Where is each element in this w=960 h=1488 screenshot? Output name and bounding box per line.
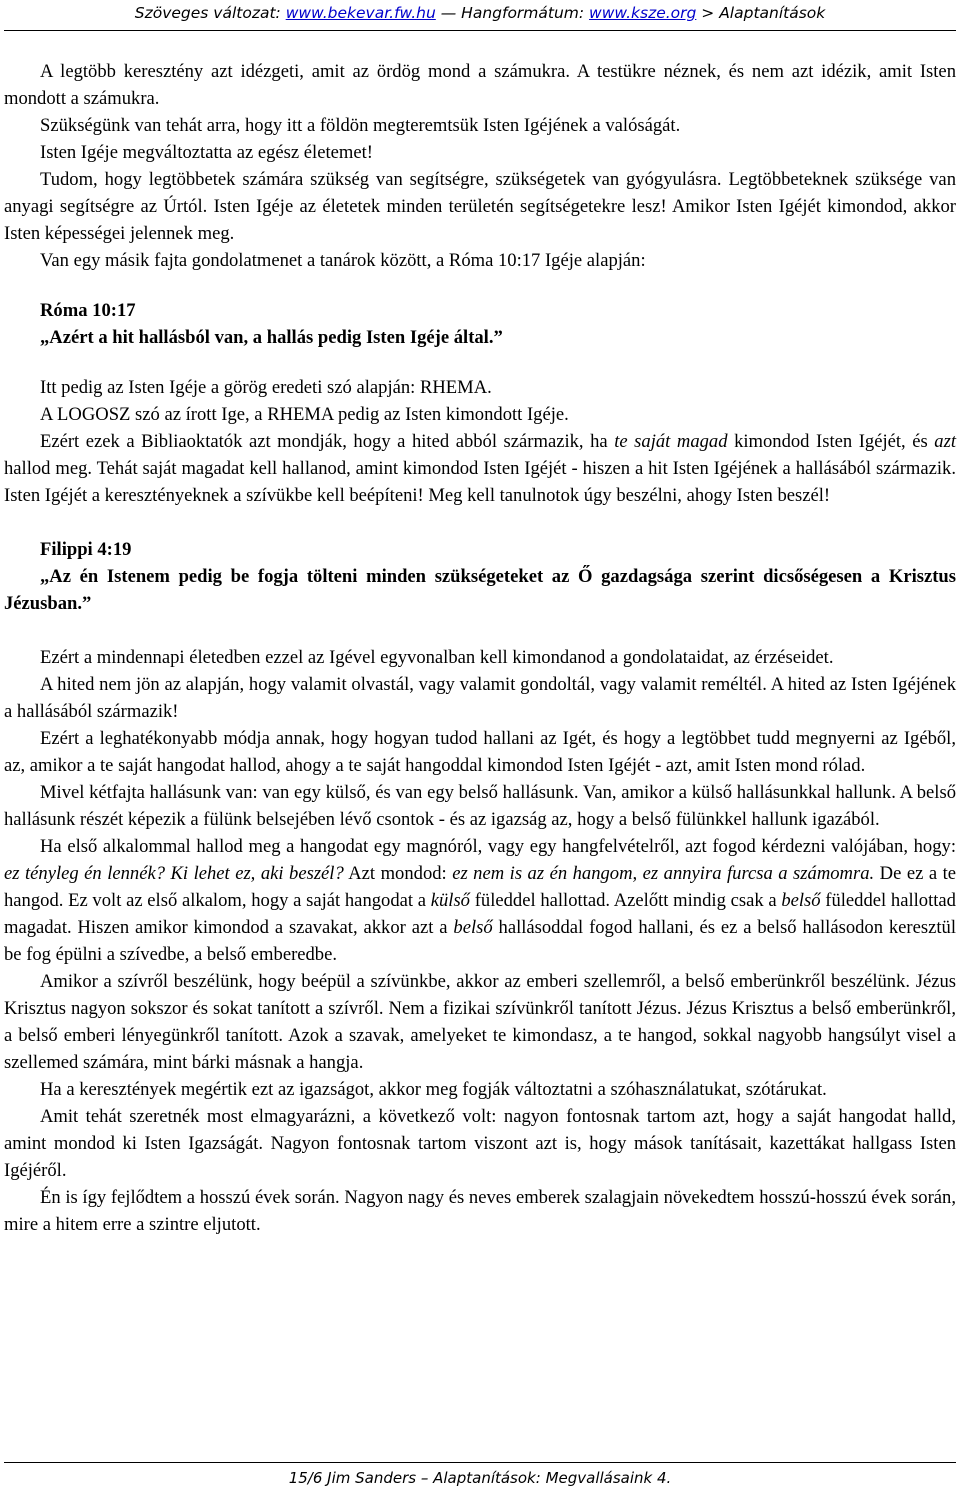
paragraph: Ezért ezek a Bibliaoktatók azt mondják, hogy a hited abból származik, ha te saját magad kimondod Isten Igéjét, és azt hallod meg. Tehát saját magadat kell hallanod, amint kimondod Isten Igéjét - hiszen a hit Isten Igéjének a hallásából származik. Isten Igéjét a keresztényeknek a szívükbe kell beépíteni! Meg kell tanulnotok úgy beszélni, ahogy Isten beszél! <box>4 431 956 506</box>
verse-reference: Filippi 4:19 <box>40 539 132 560</box>
bekevar-link[interactable]: www.bekevar.fw.hu <box>285 4 436 22</box>
paragraph: Ezért a leghatékonyabb módja annak, hogy hogyan tudod hallani az Igét, és hogy a legtöbbet tudd megnyerni az Igéből, az, amikor a te saját hangodat hallod, ahogy a te saját hangoddal kimondod Isten Igéjét - azt, amit Isten mond rólad. <box>4 728 956 776</box>
paragraph: Van egy másik fajta gondolatmenet a tanárok között, a Róma 10:17 Igéje alapján: <box>40 250 646 271</box>
document-body <box>4 58 956 1238</box>
page-footer: 15/6 Jim Sanders – Alaptanítások: Megvallásaink 4. <box>288 1469 672 1487</box>
verse-text: „Azért a hit hallásból van, a hallás pedig Isten Igéje által.” <box>40 327 503 348</box>
paragraph: A LOGOSZ szó az írott Ige, a RHEMA pedig az Isten kimondott Igéje. <box>40 404 569 425</box>
header-rule <box>4 30 956 31</box>
header-prefix: Szöveges változat: <box>134 4 286 22</box>
paragraph: Tudom, hogy legtöbbetek számára szükség van segítségre, szükségetek van gyógyulásra. Legtöbbeteknek szüksége van anyagi segítségre az Úrtól. Isten Igéje az életetek minden területén segítségetekre lesz! Amikor Isten Igéjét kimondod, akkor Isten képességei jelennek meg. <box>4 169 956 244</box>
paragraph: A legtöbb keresztény azt idézgeti, amit az ördög mond a számukra. A testükre néznek, és nem azt idézik, amit Isten mondott a számukra. <box>4 61 956 109</box>
paragraph: Amikor a szívről beszélünk, hogy beépül a szívünkbe, akkor az emberi szellemről, a belső emberünkről beszélünk. Jézus Krisztus nagyon sokszor és sokat tanított a szívről. Nem a fizikai szívünkről tanított Jézus. Jézus Krisztus a belső emberünkről, a belső emberi lényegünkről tanított. Azok a szavak, amelyeket te kimondasz, a te hangod, sokkal nagyobb hangsúlyt visel a szellemed számára, mint bárki másnak a hangja. <box>4 971 956 1073</box>
ksze-link[interactable]: www.ksze.org <box>589 4 697 22</box>
verse-text: „Az én Istenem pedig be fogja tölteni minden szükségeteket az Ő gazdagsága szerint dicsőségesen a Krisztus Jézusban.” <box>4 566 956 614</box>
paragraph: Ha a keresztények megértik ezt az igazságot, akkor meg fogják változtatni a szóhasználatukat, szótárukat. <box>40 1079 827 1100</box>
paragraph: A hited nem jön az alapján, hogy valamit olvastál, vagy valamit gondoltál, vagy valamit reméltél. A hited az Isten Igéjének a hallásából származik! <box>4 674 956 722</box>
paragraph: Amit tehát szeretnék most elmagyarázni, a következő volt: nagyon fontosnak tartom azt, hogy a saját hangodat halld, amint mondod ki Isten Igazságát. Nagyon fontosnak tartom viszont azt is, hogy mások tanításait, kazettákat hallgass Isten Igéjéről. <box>4 1106 956 1181</box>
paragraph: Isten Igéje megváltoztatta az egész életemet! <box>40 142 373 163</box>
header-middle: — Hangformátum: <box>435 4 590 22</box>
paragraph: Én is így fejlődtem a hosszú évek során. Nagyon nagy és neves emberek szalagjain növekedtem hosszú-hosszú évek során, mire a hitem erre a szintre eljutott. <box>4 1187 956 1235</box>
paragraph: Itt pedig az Isten Igéje a görög eredeti szó alapján: RHEMA. <box>40 377 492 398</box>
footer-rule <box>4 1462 956 1463</box>
paragraph: Mivel kétfajta hallásunk van: van egy külső, és van egy belső hallásunk. Van, amikor a külső hallásunkkal hallunk. A belső hallásunk részét képezik a fülünk belsejében lévő csontok - és az igazság az, hogy a belső fülünkkel hallunk igazából. <box>4 782 956 830</box>
paragraph: Szükségünk van tehát arra, hogy itt a földön megteremtsük Isten Igéjének a valóságát. <box>40 115 681 136</box>
header-suffix: > Alaptanítások <box>696 4 826 22</box>
page-header <box>0 0 960 28</box>
verse-reference: Róma 10:17 <box>40 300 136 321</box>
paragraph: Ezért a mindennapi életedben ezzel az Igével egyvonalban kell kimondanod a gondolataidat, az érzéseidet. <box>40 647 834 668</box>
paragraph: Ha első alkalommal hallod meg a hangodat egy magnóról, vagy egy hangfelvételről, azt fogod kérdezni valójában, hogy: ez tényleg én lennék? Ki lehet ez, aki beszél? Azt mondod: ez nem is az én hangom, ez annyira furcsa a számomra. De ez a te hangod. Ez volt az első alkalom, hogy a saját hangodat a külső füleddel hallottad. Azelőtt mindig csak a belső füleddel hallottad magadat. Hiszen amikor kimondod a szavakat, akkor azt a belső hallásoddal fogod hallani, és ez a belső hallásodon keresztül be fog épülni a szívedbe, a belső emberedbe. <box>4 836 956 965</box>
